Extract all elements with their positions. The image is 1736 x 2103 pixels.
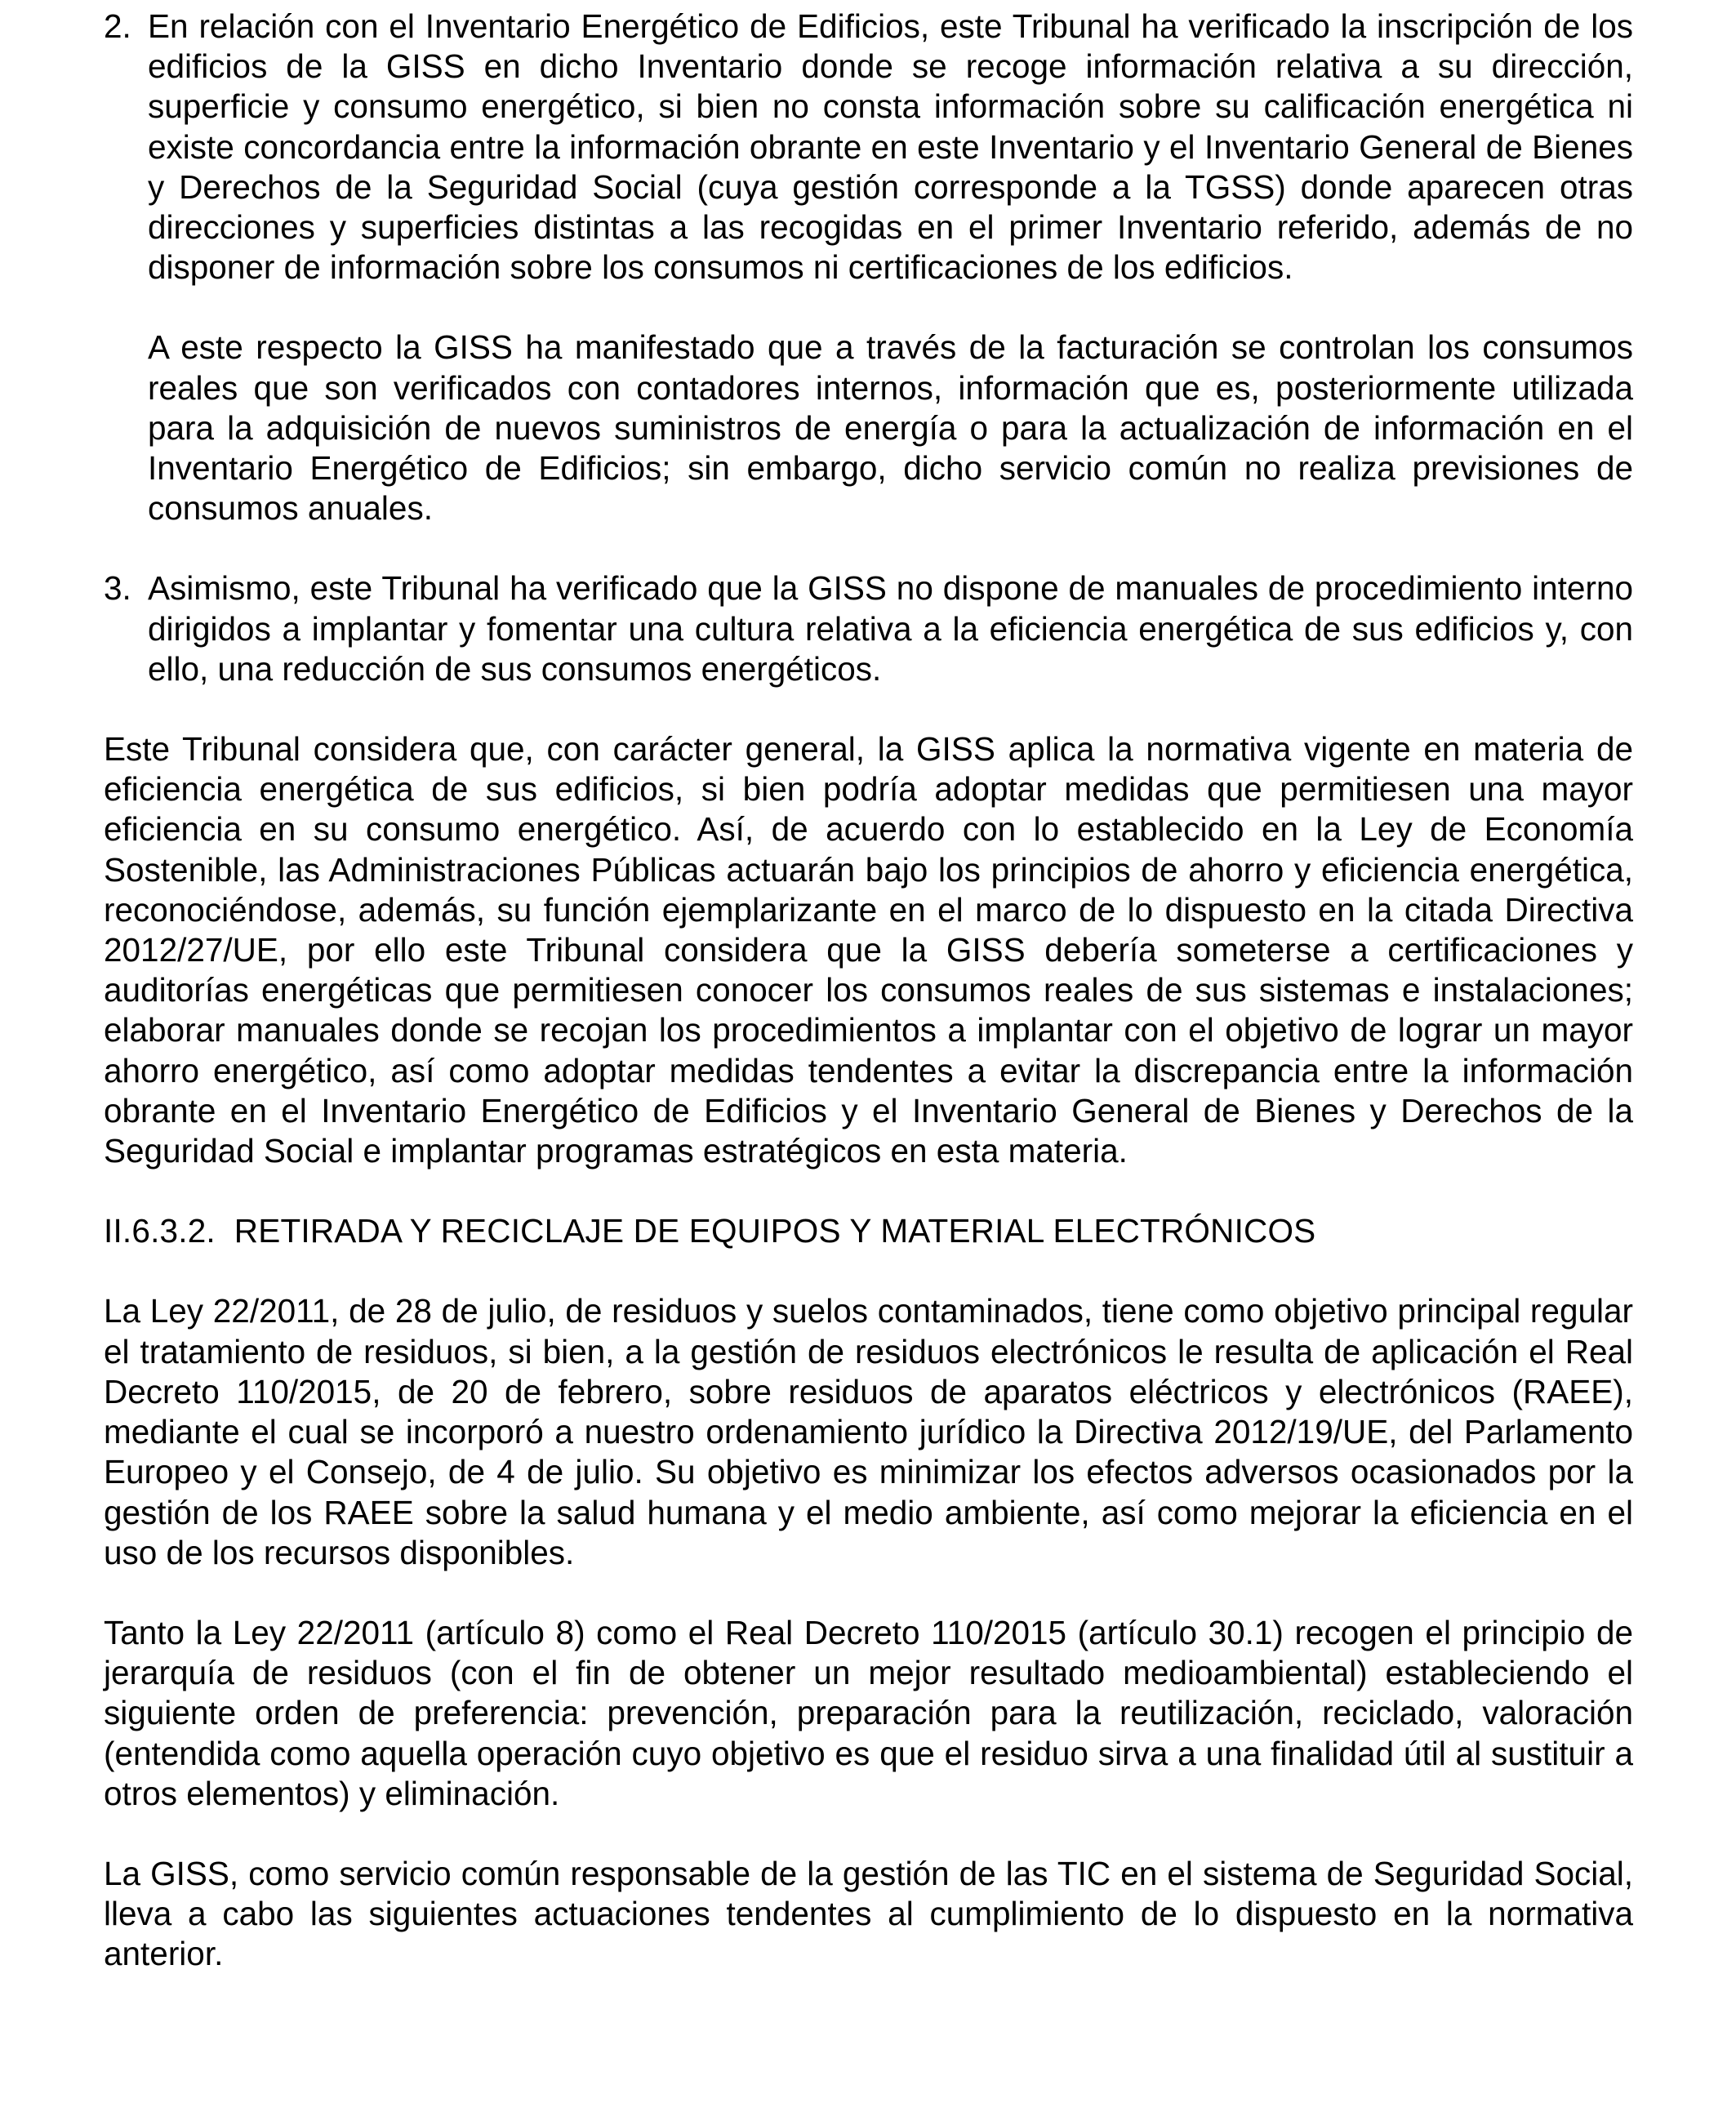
list-item-text: Asimismo, este Tribunal ha verificado que la GISS no dispone de manuales de procedimiento interno dirigidos a implantar y fomentar una cultura relativa a la eficiencia energética de sus edificios y, con ello, una reducción de sus consumos energéticos. xyxy=(148,569,1633,688)
document-page xyxy=(104,7,1633,2015)
body-paragraph: Tanto la Ley 22/2011 (artículo 8) como el Real Decreto 110/2015 (artículo 30.1) recogen el principio de jerarquía de residuos (con el fin de obtener un mejor resultado medioambiental) estableciendo el siguiente orden de preferencia: prevención, preparación para la reutilización, reciclado, valoración (entendida como aquella operación cuyo objetivo es que el residuo sirva a una finalidad útil al sustituir a otros elementos) y eliminación. xyxy=(104,1613,1633,1812)
list-item-text: En relación con el Inventario Energético de Edificios, este Tribunal ha verificado la inscripción de los edificios de la GISS en dicho Inventario donde se recoge información relativa a su dirección, superficie y consumo energético, si bien no consta información sobre su calificación energética ni existe concordancia entre la información obrante en este Inventario y el Inventario General de Bienes y Derechos de la Seguridad Social (cuya gestión corresponde a la TGSS) donde aparecen otras direcciones y superficies distintas a las recogidas en el primer Inventario referido, además de no disponer de información sobre los consumos ni certificaciones de los edificios. xyxy=(148,7,1633,287)
list-item xyxy=(104,7,1633,287)
list-item xyxy=(104,568,1633,689)
body-paragraph: La Ley 22/2011, de 28 de julio, de residuos y suelos contaminados, tiene como objetivo principal regular el tratamiento de residuos, si bien, a la gestión de residuos electrónicos le resulta de aplicación el Real Decreto 110/2015, de 20 de febrero, sobre residuos de aparatos eléctricos y electrónicos (RAEE), mediante el cual se incorporó a nuestro ordenamiento jurídico la Directiva 2012/19/UE, del Parlamento Europeo y el Consejo, de 4 de julio. Su objetivo es minimizar los efectos adversos ocasionados por la gestión de los RAEE sobre la salud humana y el medio ambiente, así como mejorar la eficiencia en el uso de los recursos disponibles. xyxy=(104,1292,1633,1571)
body-paragraph: La GISS, como servicio común responsable de la gestión de las TIC en el sistema de Seguridad Social, lleva a cabo las siguientes actuaciones tendentes al cumplimiento de lo dispuesto en la normativa anterior. xyxy=(104,1854,1633,1973)
section-heading: II.6.3.2. RETIRADA Y RECICLAJE DE EQUIPOS Y MATERIAL ELECTRÓNICOS xyxy=(104,1212,1316,1250)
list-item-followup-paragraph: A este respecto la GISS ha manifestado que a través de la facturación se controlan los consumos reales que son verificados con contadores internos, información que es, posteriormente utilizada para la adquisición de nuevos suministros de energía o para la actualización de información en el Inventario Energético de Edificios; sin embargo, dicho servicio común no realiza previsiones de consumos anuales. xyxy=(148,328,1633,528)
conclusion-paragraph: Este Tribunal considera que, con carácter general, la GISS aplica la normativa vigente en materia de eficiencia energética de sus edificios, si bien podría adoptar medidas que permitiesen una mayor eficiencia en su consumo energético. Así, de acuerdo con lo establecido en la Ley de Economía Sostenible, las Administraciones Públicas actuarán bajo los principios de ahorro y eficiencia energética, reconociéndose, además, su función ejemplarizante en el marco de lo dispuesto en la citada Directiva 2012/27/UE, por ello este Tribunal considera que la GISS debería someterse a certificaciones y auditorías energéticas que permitiesen conocer los consumos reales de sus sistemas e instalaciones; elaborar manuales donde se recojan los procedimientos a implantar con el objetivo de lograr un mayor ahorro energético, así como adoptar medidas tendentes a evitar la discrepancia entre la información obrante en el Inventario Energético de Edificios y el Inventario General de Bienes y Derechos de la Seguridad Social e implantar programas estratégicos en esta materia. xyxy=(104,730,1633,1170)
list-item-number: 2. xyxy=(104,7,131,45)
list-item-number: 3. xyxy=(104,569,131,608)
